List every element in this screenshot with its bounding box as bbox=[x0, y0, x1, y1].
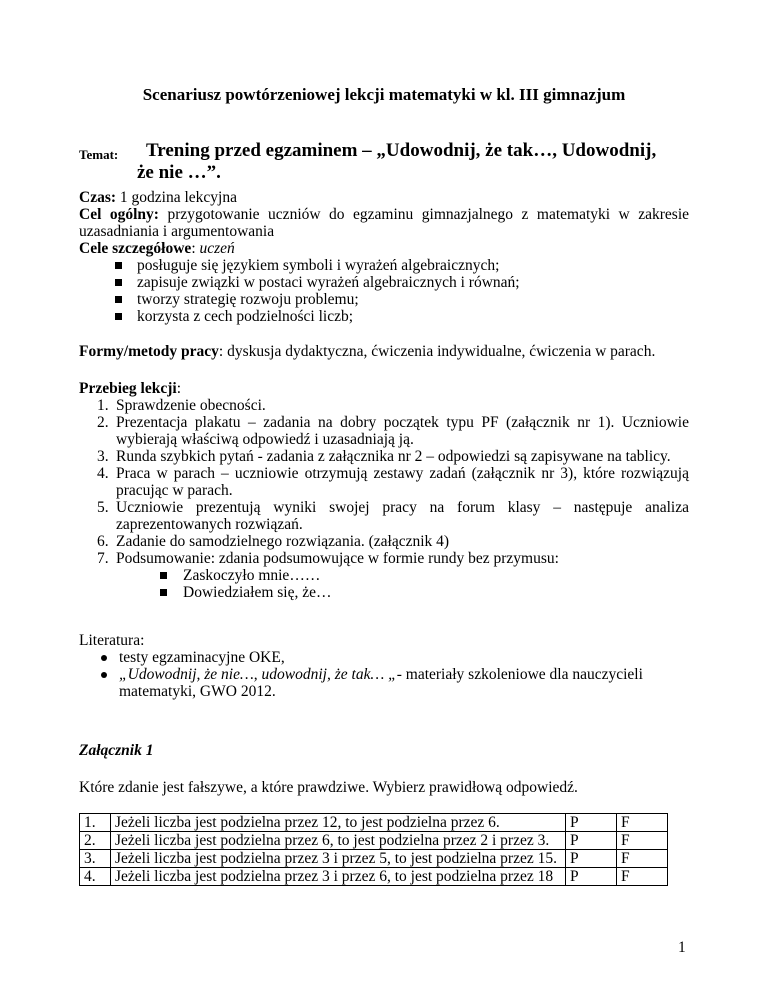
page-number: 1 bbox=[678, 939, 686, 956]
list-item: 6. Zadanie do samodzielnego rozwiązania. (załącznik 4) bbox=[97, 533, 450, 550]
course-heading bbox=[79, 380, 689, 397]
table-row: 1. Jeżeli liczba jest podzielna przez 12, to jest podzielna przez 6. P F bbox=[80, 814, 668, 832]
list-item: 3. Runda szybkich pytań - zadania z załącznika nr 2 – odpowiedzi są zapisywane na tablicy. bbox=[97, 448, 671, 465]
list-item: tworzy strategię rozwoju problemu; bbox=[79, 291, 689, 308]
list-item: 5. Uczniowie prezentują wyniki swojej pracy na forum klasy – następuje analiza zaprezentowanych rozwiązań. bbox=[97, 499, 689, 533]
list-item: korzysta z cech podzielności liczb; bbox=[79, 308, 689, 325]
course-steps bbox=[79, 397, 689, 567]
specific-goals-list bbox=[79, 257, 689, 325]
specific-subject: uczeń bbox=[199, 240, 235, 257]
literature-label: Literatura: bbox=[79, 632, 145, 649]
lesson-course bbox=[79, 380, 689, 601]
list-item: posługuje się językiem symboli i wyrażeń algebraicznych; bbox=[79, 257, 689, 274]
topic-line-1: Trening przed egzaminem – „Udowodnij, że tak…, Udowodnij, bbox=[146, 140, 657, 161]
literature-list bbox=[79, 649, 689, 700]
list-item: 7. Podsumowanie: zdania podsumowujące w formie rundy bez przymusu: bbox=[97, 550, 559, 567]
time-value: 1 godzina lekcyjna bbox=[116, 189, 237, 206]
list-item: „Udowodnij, że nie…, udowodnij, że tak… „- materiały szkoleniowe dla nauczycieli matematyki, GWO 2012. bbox=[79, 666, 689, 700]
course-label: Przebieg lekcji bbox=[79, 380, 177, 397]
time-label: Czas: bbox=[79, 189, 117, 206]
list-item: testy egzaminacyjne OKE, bbox=[79, 649, 689, 666]
list-item: 2. Prezentacja plakatu – zadania na dobry początek typu PF (załącznik nr 1). Uczniowie wybierają właściwą odpowiedź i uzasadniają ją. bbox=[97, 414, 689, 448]
list-item: zapisuje związki w postaci wyrażeń algebraicznych i równań; bbox=[79, 274, 689, 291]
list-item: 1. Sprawdzenie obecności. bbox=[97, 397, 266, 414]
attachment-title: Załącznik 1 bbox=[79, 742, 154, 759]
specific-goals-heading bbox=[79, 240, 689, 257]
summary-list bbox=[79, 567, 689, 601]
course-colon: : bbox=[176, 380, 182, 397]
specific-colon: : bbox=[191, 240, 200, 257]
forms-value: : dyskusja dydaktyczna, ćwiczenia indywidualne, ćwiczenia w parach. bbox=[218, 343, 656, 360]
literature bbox=[79, 632, 689, 700]
list-item: 4. Praca w parach – uczniowie otrzymują zestawy zadań (załącznik nr 3), które rozwiązują pracując w parach. bbox=[97, 465, 689, 499]
forms-label: Formy/metody pracy bbox=[79, 343, 219, 360]
topic-line-2: że nie …”. bbox=[137, 162, 221, 183]
list-item: Dowiedziałem się, że… bbox=[79, 584, 689, 601]
time-line bbox=[79, 189, 689, 206]
table-row: 2. Jeżeli liczba jest podzielna przez 6, to jest podzielna przez 2 i przez 3. P F bbox=[80, 832, 668, 850]
page-title: Scenariusz powtórzeniowej lekcji matematyki w kl. III gimnazjum bbox=[142, 85, 626, 104]
list-item: Zaskoczyło mnie…… bbox=[79, 567, 689, 584]
true-false-table bbox=[79, 813, 668, 886]
goal-line bbox=[79, 206, 689, 240]
specific-label: Cele szczegółowe bbox=[79, 240, 192, 257]
table-row: 4. Jeżeli liczba jest podzielna przez 3 i przez 6, to jest podzielna przez 18 P F bbox=[80, 868, 668, 886]
table-row: 3. Jeżeli liczba jest podzielna przez 3 i przez 5, to jest podzielna przez 15. P F bbox=[80, 850, 668, 868]
goal-value: przygotowanie uczniów do egzaminu gimnazjalnego z matematyki w zakresie uzasadniania i argumentowania bbox=[79, 206, 690, 240]
topic-label: Temat: bbox=[79, 147, 119, 162]
lesson-meta bbox=[79, 189, 689, 325]
forms-line bbox=[79, 343, 689, 360]
goal-label: Cel ogólny: bbox=[79, 206, 159, 223]
attachment-instruction: Które zdanie jest fałszywe, a które prawdziwe. Wybierz prawidłową odpowiedź. bbox=[79, 779, 578, 796]
